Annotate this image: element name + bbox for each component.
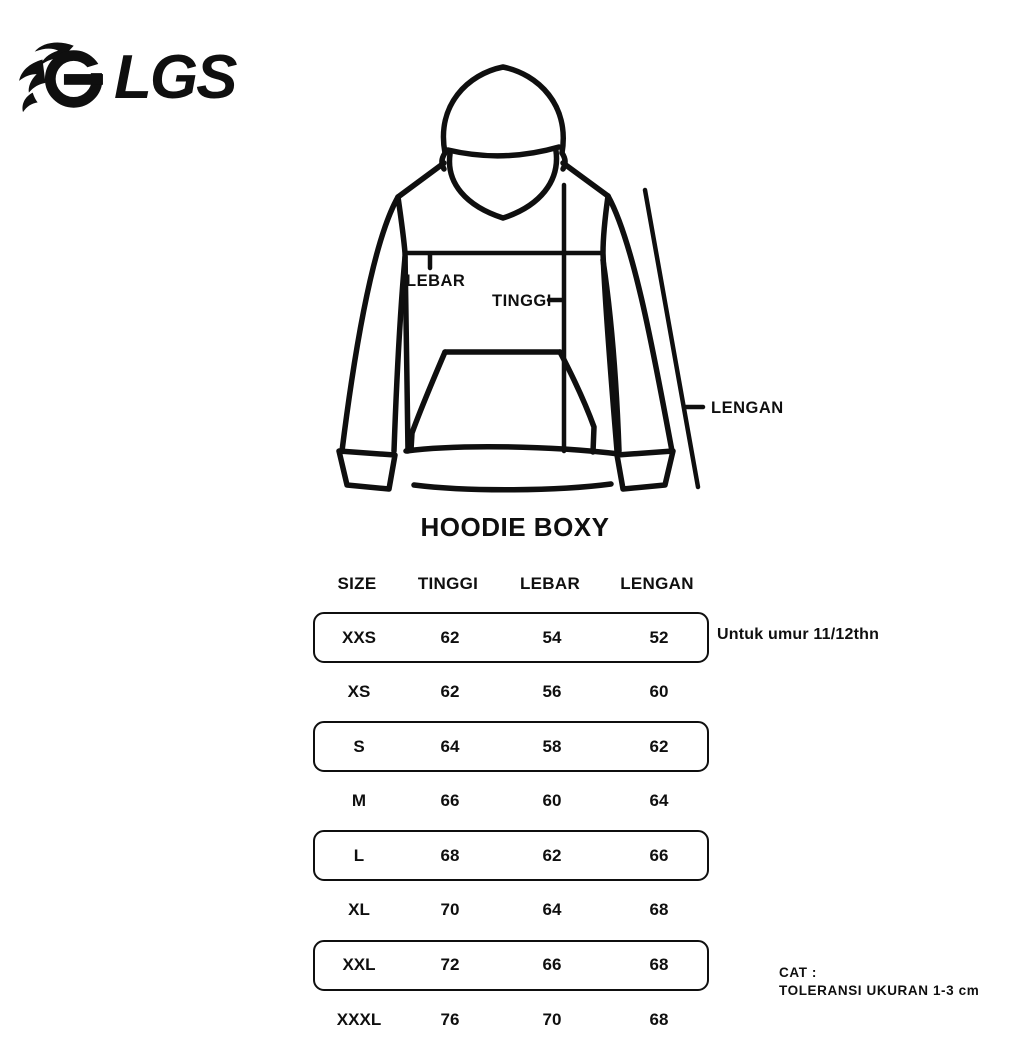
table-row-xs: [313, 667, 709, 718]
tinggi-label: TINGGI: [492, 292, 552, 310]
cell-tinggi: 68: [440, 845, 460, 865]
cell-size: XL: [348, 900, 370, 920]
tolerance-note-line2: TOLERANSI UKURAN 1-3 cm: [779, 983, 980, 998]
cell-size: M: [351, 791, 367, 811]
cell-lengan: 68: [649, 1009, 669, 1029]
header-size: SIZE: [337, 574, 377, 593]
cell-tinggi: 70: [440, 900, 460, 920]
xxs-age-note: Untuk umur 11/12thn: [717, 626, 880, 643]
table-row-l: [313, 830, 709, 881]
lengan-label: LENGAN: [711, 399, 784, 417]
cell-lengan: 66: [649, 845, 669, 865]
cell-lebar: 58: [542, 736, 562, 756]
size-table-header: [313, 570, 709, 598]
size-table: [313, 570, 709, 1049]
cell-tinggi: 66: [440, 791, 460, 811]
cell-size: XXXL: [336, 1009, 382, 1029]
hood-outline: [442, 67, 565, 218]
brand-logo-text: LGS: [114, 43, 236, 112]
left-sleeve: [339, 197, 405, 489]
cell-size: S: [353, 736, 365, 756]
product-title: HOODIE BOXY: [420, 512, 610, 542]
cell-tinggi: 62: [440, 627, 460, 647]
cell-lengan: 68: [649, 900, 669, 920]
table-row-m: [313, 776, 709, 827]
table-row-xl: [313, 885, 709, 936]
flaming-g-icon: [12, 38, 112, 116]
table-row-xxxl: [313, 994, 709, 1045]
brand-logo: [12, 38, 252, 116]
tolerance-note-line1: CAT :: [779, 965, 817, 980]
cell-lebar: 70: [542, 1009, 562, 1029]
table-row-xxs: [313, 612, 709, 663]
cell-lebar: 64: [542, 900, 562, 920]
body-outline: [398, 196, 619, 490]
lebar-measure-line: [405, 253, 603, 268]
cell-size: XXL: [342, 955, 376, 975]
cell-lengan: 52: [649, 627, 669, 647]
table-row-xxl: [313, 940, 709, 991]
tolerance-note: [779, 964, 979, 1000]
cell-size: XXS: [341, 627, 377, 647]
hoodie-measurement-diagram: [320, 55, 800, 515]
cell-lebar: 54: [542, 627, 562, 647]
lengan-measure-line: [645, 190, 703, 487]
shoulder-seams: [398, 163, 608, 197]
cell-lebar: 62: [542, 845, 562, 865]
cell-lengan: 62: [649, 736, 669, 756]
cell-lebar: 56: [542, 682, 562, 702]
cell-tinggi: 64: [440, 736, 460, 756]
cell-size: L: [353, 845, 365, 865]
cell-lengan: 68: [649, 955, 669, 975]
tinggi-measure-line: [549, 185, 564, 451]
lebar-label: LEBAR: [406, 272, 466, 290]
table-row-s: [313, 721, 709, 772]
cell-lebar: 66: [542, 955, 562, 975]
cell-lengan: 64: [649, 791, 669, 811]
right-sleeve: [603, 196, 673, 489]
header-lebar: LEBAR: [519, 574, 581, 593]
kangaroo-pocket: [411, 352, 594, 452]
cell-size: XS: [347, 682, 371, 702]
cell-tinggi: 72: [440, 955, 460, 975]
cell-tinggi: 76: [440, 1009, 460, 1029]
header-tinggi: TINGGI: [417, 574, 479, 593]
header-lengan: LENGAN: [620, 574, 694, 593]
cell-lebar: 60: [542, 791, 562, 811]
cell-tinggi: 62: [440, 682, 460, 702]
cell-lengan: 60: [649, 682, 669, 702]
